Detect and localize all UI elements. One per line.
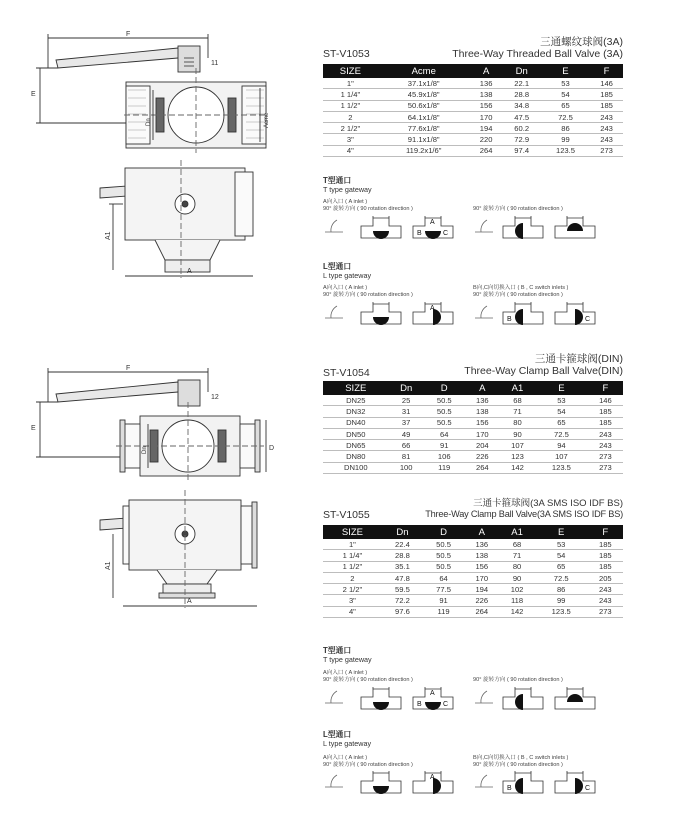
table-cell: 2 1/2" xyxy=(323,123,378,134)
table-cell: 86 xyxy=(541,123,590,134)
spec-table xyxy=(323,381,623,474)
valve-drawing-clamp-side xyxy=(28,362,278,487)
table-row xyxy=(323,572,623,583)
table-cell: 2 xyxy=(323,572,382,583)
table-cell: 77.5 xyxy=(423,584,464,595)
t-gateway-en: T type gateway xyxy=(323,655,372,664)
rotation-label: 90° 旋转方向 ( 90 rotation direction ) xyxy=(323,292,413,298)
table-row xyxy=(323,595,623,606)
table-cell: 170 xyxy=(464,572,499,583)
section-title-cn: 三通螺纹球阀(3A) xyxy=(540,36,623,48)
a-inlet-label: A向入口 ( A inlet ) xyxy=(323,755,368,761)
port-letter: C xyxy=(443,230,449,237)
table-cell: DN80 xyxy=(323,451,389,462)
table-row xyxy=(323,89,623,100)
table-cell: 45.9x1/8" xyxy=(378,89,470,100)
rotation-label-right: 90° 旋转方向 ( 90 rotation direction ) xyxy=(473,677,563,683)
table-row xyxy=(323,417,623,428)
l-gateway-icons xyxy=(323,302,623,337)
table-cell: 185 xyxy=(588,406,623,417)
l-gateway-en: L type gateway xyxy=(323,739,372,748)
port-letter: B xyxy=(417,701,422,708)
table-cell: 136 xyxy=(464,539,499,550)
table-cell: 54 xyxy=(535,550,588,561)
port-letter: B xyxy=(417,230,422,237)
dim-acme-label: Acme xyxy=(264,112,270,128)
table-cell: 72.2 xyxy=(382,595,423,606)
table-cell: 123 xyxy=(500,451,535,462)
table-cell: 86 xyxy=(535,584,588,595)
table-cell: 194 xyxy=(464,584,499,595)
col-header: E xyxy=(541,64,590,78)
table-cell: 77.6x1/8" xyxy=(378,123,470,134)
table-cell: 185 xyxy=(588,561,623,572)
table-cell: DN65 xyxy=(323,440,389,451)
table-cell: 243 xyxy=(590,123,623,134)
col-header: SIZE xyxy=(323,64,378,78)
section-st-v1055 xyxy=(323,495,623,807)
table-cell: 49 xyxy=(389,428,424,439)
table-cell: 243 xyxy=(588,428,623,439)
table-cell: 119 xyxy=(423,606,464,617)
table-cell: 64 xyxy=(423,572,464,583)
table-cell: 119 xyxy=(424,462,465,473)
table-cell: 28.8 xyxy=(503,89,541,100)
col-header: Dn xyxy=(503,64,541,78)
port-letter: B xyxy=(507,316,512,323)
t-flow-diagram-icon xyxy=(323,216,623,246)
section-title-cn: 三通卡箍球阀(DIN) xyxy=(534,353,623,365)
l-flow-diagram-icon xyxy=(323,302,623,332)
valve-drawing-threaded-side xyxy=(28,28,278,163)
table-row xyxy=(323,606,623,617)
table-cell: 54 xyxy=(535,406,588,417)
table-cell: 118 xyxy=(499,595,534,606)
valve-drawing-threaded-top xyxy=(95,160,265,285)
table-row xyxy=(323,440,623,451)
table-cell: 80 xyxy=(499,561,534,572)
section-st-v1054 xyxy=(323,351,623,491)
table-cell: 2 xyxy=(323,111,378,122)
table-cell: 220 xyxy=(470,134,503,145)
a-inlet-label: A向入口 ( A inlet ) xyxy=(323,285,368,291)
table-cell: 226 xyxy=(464,595,499,606)
table-cell: 123.5 xyxy=(535,606,588,617)
rotation-label-right: 90° 旋转方向 ( 90 rotation direction ) xyxy=(473,762,563,768)
table-row xyxy=(323,462,623,473)
table-cell: 31 xyxy=(389,406,424,417)
col-header: D xyxy=(423,525,464,539)
dim-d-label: D xyxy=(269,445,275,452)
table-cell: 34.8 xyxy=(503,100,541,111)
table-cell: 37.1x1/8" xyxy=(378,78,470,89)
table-cell: 185 xyxy=(588,417,623,428)
col-header: SIZE xyxy=(323,381,389,395)
port-letter: C xyxy=(585,785,591,792)
section-title-en: Three-Way Clamp Ball Valve(3A SMS ISO IDF BS) xyxy=(425,509,623,519)
table-cell: 72.9 xyxy=(503,134,541,145)
dim-e-label: E xyxy=(31,91,36,98)
section-title-cn: 三通卡箍球阀(3A SMS ISO IDF BS) xyxy=(473,498,623,509)
table-cell: 47.8 xyxy=(382,572,423,583)
table-cell: 50.5 xyxy=(424,395,465,406)
table-cell: 204 xyxy=(465,440,500,451)
table-cell: 53 xyxy=(535,395,588,406)
table-cell: 226 xyxy=(465,451,500,462)
table-cell: 66 xyxy=(389,440,424,451)
table-cell: 185 xyxy=(588,550,623,561)
table-cell: 194 xyxy=(470,123,503,134)
table-cell: 273 xyxy=(588,451,623,462)
table-row xyxy=(323,395,623,406)
table-cell: 138 xyxy=(465,406,500,417)
l-gateway-icons xyxy=(323,771,623,806)
table-cell: 142 xyxy=(499,606,534,617)
col-header: F xyxy=(590,64,623,78)
table-cell: 72.5 xyxy=(535,572,588,583)
table-cell: 65 xyxy=(541,100,590,111)
port-letter: C xyxy=(443,701,449,708)
t-gateway-icons xyxy=(323,216,623,251)
table-cell: 264 xyxy=(464,606,499,617)
col-header: Dn xyxy=(389,381,424,395)
table-cell: 1 1/4" xyxy=(323,550,382,561)
table-cell: 97.6 xyxy=(382,606,423,617)
table-row xyxy=(323,406,623,417)
table-cell: 243 xyxy=(588,440,623,451)
table-row xyxy=(323,123,623,134)
table-row xyxy=(323,78,623,89)
table-row xyxy=(323,100,623,111)
table-cell: 156 xyxy=(470,100,503,111)
dim-dn-label: Dn xyxy=(146,118,152,126)
table-cell: 50.6x1/8" xyxy=(378,100,470,111)
table-cell: 107 xyxy=(535,451,588,462)
balloon-label: 12 xyxy=(211,394,219,401)
table-cell: 35.1 xyxy=(382,561,423,572)
table-cell: 53 xyxy=(541,78,590,89)
table-cell: 80 xyxy=(500,417,535,428)
table-cell: DN32 xyxy=(323,406,389,417)
section-title-en: Three-Way Threaded Ball Valve (3A) xyxy=(452,48,623,60)
table-cell: 264 xyxy=(470,145,503,156)
port-letter: A xyxy=(430,690,435,697)
col-header: Acme xyxy=(378,64,470,78)
col-header: A xyxy=(464,525,499,539)
product-code: ST-V1055 xyxy=(323,509,370,521)
table-cell: 53 xyxy=(535,539,588,550)
table-cell: 273 xyxy=(588,606,623,617)
col-header: F xyxy=(588,525,623,539)
table-cell: 3" xyxy=(323,134,378,145)
table-cell: 50.5 xyxy=(424,406,465,417)
t-flow-diagram-icon xyxy=(323,687,623,717)
col-header: E xyxy=(535,381,588,395)
table-cell: 97.4 xyxy=(503,145,541,156)
table-cell: 65 xyxy=(535,561,588,572)
table-cell: 119.2x1/6" xyxy=(378,145,470,156)
col-header: D xyxy=(424,381,465,395)
col-header: A xyxy=(470,64,503,78)
table-cell: 3" xyxy=(323,595,382,606)
table-cell: DN25 xyxy=(323,395,389,406)
table-cell: 81 xyxy=(389,451,424,462)
table-cell: 1 1/4" xyxy=(323,89,378,100)
a-inlet-label: A向入口 ( A inlet ) xyxy=(323,670,368,676)
table-cell: 54 xyxy=(541,89,590,100)
spec-table xyxy=(323,64,623,157)
port-letter: C xyxy=(585,316,591,323)
l-flow-diagram-icon xyxy=(323,771,623,801)
table-cell: 90 xyxy=(499,572,534,583)
table-cell: 170 xyxy=(465,428,500,439)
table-cell: 1 1/2" xyxy=(323,561,382,572)
table-cell: 99 xyxy=(541,134,590,145)
table-cell: 264 xyxy=(465,462,500,473)
table-cell: 50.5 xyxy=(423,539,464,550)
table-cell: 185 xyxy=(590,100,623,111)
table-cell: 64 xyxy=(424,428,465,439)
table-row xyxy=(323,539,623,550)
table-cell: 123.5 xyxy=(541,145,590,156)
port-letter: A xyxy=(430,774,435,781)
table-cell: 1" xyxy=(323,539,382,550)
t-gateway-heading xyxy=(323,646,372,664)
table-cell: 146 xyxy=(590,78,623,89)
table-cell: DN40 xyxy=(323,417,389,428)
dim-a-label: A xyxy=(187,598,192,605)
t-gateway-cn: T型通口 xyxy=(323,176,352,185)
table-cell: 243 xyxy=(588,584,623,595)
table-cell: 273 xyxy=(588,462,623,473)
table-cell: 100 xyxy=(389,462,424,473)
table-cell: 1" xyxy=(323,78,378,89)
rotation-label-right: 90° 旋转方向 ( 90 rotation direction ) xyxy=(473,292,563,298)
table-cell: DN50 xyxy=(323,428,389,439)
col-header: Dn xyxy=(382,525,423,539)
t-gateway-heading xyxy=(323,176,372,194)
table-cell: 91.1x1/8" xyxy=(378,134,470,145)
table-cell: 273 xyxy=(590,145,623,156)
table-cell: 37 xyxy=(389,417,424,428)
table-row xyxy=(323,145,623,156)
section-title-en: Three-Way Clamp Ball Valve(DIN) xyxy=(464,365,623,377)
table-cell: 243 xyxy=(590,134,623,145)
l-gateway-heading xyxy=(323,262,371,280)
table-cell: DN100 xyxy=(323,462,389,473)
table-cell: 156 xyxy=(465,417,500,428)
table-cell: 138 xyxy=(470,89,503,100)
t-gateway-icons xyxy=(323,687,623,722)
l-gateway-heading xyxy=(323,730,371,748)
spec-table xyxy=(323,525,623,618)
dim-f-label: F xyxy=(126,365,131,372)
table-cell: 185 xyxy=(588,539,623,550)
table-cell: 50.5 xyxy=(423,550,464,561)
table-cell: 71 xyxy=(500,406,535,417)
table-cell: 91 xyxy=(423,595,464,606)
table-cell: 22.4 xyxy=(382,539,423,550)
table-cell: 50.5 xyxy=(423,561,464,572)
l-gateway-cn: L型通口 xyxy=(323,730,352,739)
t-gateway-en: T type gateway xyxy=(323,185,372,194)
table-cell: 68 xyxy=(499,539,534,550)
dim-a1-label: A1 xyxy=(105,231,112,240)
valve-drawing-clamp-top xyxy=(95,490,265,615)
table-row xyxy=(323,550,623,561)
table-cell: 22.1 xyxy=(503,78,541,89)
table-cell: 72.5 xyxy=(541,111,590,122)
t-gateway-cn: T型通口 xyxy=(323,646,352,655)
table-row xyxy=(323,134,623,145)
table-cell: 106 xyxy=(424,451,465,462)
rotation-label: 90° 旋转方向 ( 90 rotation direction ) xyxy=(323,677,413,683)
table-cell: 170 xyxy=(470,111,503,122)
col-header: E xyxy=(535,525,588,539)
table-cell: 2 1/2" xyxy=(323,584,382,595)
table-row xyxy=(323,428,623,439)
table-row xyxy=(323,451,623,462)
table-cell: 50.5 xyxy=(424,417,465,428)
dim-a1-label: A1 xyxy=(105,561,112,570)
table-cell: 205 xyxy=(588,572,623,583)
table-row xyxy=(323,111,623,122)
table-cell: 185 xyxy=(590,89,623,100)
dim-a-label: A xyxy=(187,268,192,275)
table-cell: 102 xyxy=(499,584,534,595)
table-cell: 142 xyxy=(500,462,535,473)
table-cell: 68 xyxy=(500,395,535,406)
table-cell: 65 xyxy=(535,417,588,428)
table-cell: 25 xyxy=(389,395,424,406)
table-row xyxy=(323,584,623,595)
table-cell: 243 xyxy=(590,111,623,122)
table-cell: 136 xyxy=(465,395,500,406)
table-cell: 107 xyxy=(500,440,535,451)
a-inlet-label: A向入口 ( A inlet ) xyxy=(323,199,368,205)
table-cell: 47.5 xyxy=(503,111,541,122)
table-cell: 60.2 xyxy=(503,123,541,134)
product-code: ST-V1054 xyxy=(323,367,370,379)
table-cell: 94 xyxy=(535,440,588,451)
table-cell: 71 xyxy=(499,550,534,561)
table-cell: 90 xyxy=(500,428,535,439)
rotation-label: 90° 旋转方向 ( 90 rotation direction ) xyxy=(323,762,413,768)
rotation-label: 90° 旋转方向 ( 90 rotation direction ) xyxy=(323,206,413,212)
table-cell: 146 xyxy=(588,395,623,406)
col-header: SIZE xyxy=(323,525,382,539)
port-letter: B xyxy=(507,785,512,792)
port-letter: A xyxy=(430,305,435,312)
port-letter: A xyxy=(430,219,435,226)
table-cell: 138 xyxy=(464,550,499,561)
bc-switch-label: B向,C向切换入口 ( B , C switch inlets ) xyxy=(473,755,569,761)
table-cell: 28.8 xyxy=(382,550,423,561)
bc-switch-label: B向,C向切换入口 ( B , C switch inlets ) xyxy=(473,285,569,291)
table-cell: 243 xyxy=(588,595,623,606)
section-st-v1053 xyxy=(323,34,623,334)
dim-f-label: F xyxy=(126,31,131,38)
table-cell: 156 xyxy=(464,561,499,572)
table-row xyxy=(323,561,623,572)
table-cell: 123.5 xyxy=(535,462,588,473)
dim-e-label: E xyxy=(31,425,36,432)
table-cell: 99 xyxy=(535,595,588,606)
table-cell: 4" xyxy=(323,606,382,617)
col-header: A1 xyxy=(500,381,535,395)
col-header: A xyxy=(465,381,500,395)
table-cell: 4" xyxy=(323,145,378,156)
col-header: F xyxy=(588,381,623,395)
table-cell: 59.5 xyxy=(382,584,423,595)
table-cell: 1 1/2" xyxy=(323,100,378,111)
l-gateway-en: L type gateway xyxy=(323,271,372,280)
table-cell: 72.5 xyxy=(535,428,588,439)
rotation-label-right: 90° 旋转方向 ( 90 rotation direction ) xyxy=(473,206,563,212)
table-cell: 64.1x1/8" xyxy=(378,111,470,122)
table-cell: 91 xyxy=(424,440,465,451)
balloon-label: 11 xyxy=(211,60,219,67)
l-gateway-cn: L型通口 xyxy=(323,262,352,271)
product-code: ST-V1053 xyxy=(323,48,370,60)
table-cell: 136 xyxy=(470,78,503,89)
col-header: A1 xyxy=(499,525,534,539)
dim-dn-label: Dn xyxy=(142,446,148,454)
